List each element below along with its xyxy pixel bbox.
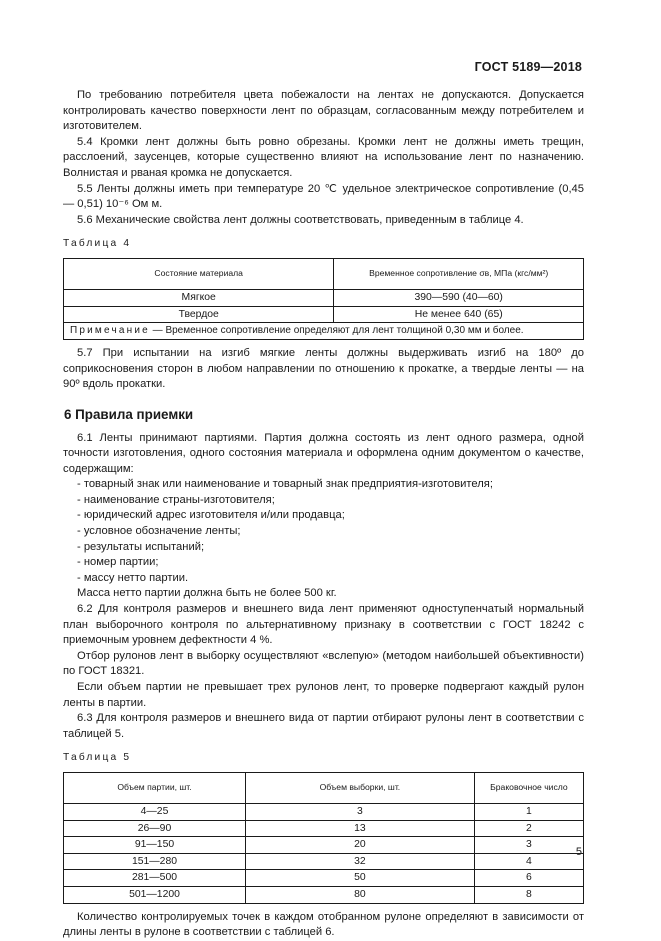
paragraph-6-1: 6.1 Ленты принимают партиями. Партия должна состоять из лент одного размера, одной точности изготовления, одного состояния материала и оформлена одним документом о качестве, содержащим: <box>63 431 584 475</box>
document-header: ГОСТ 5189—2018 <box>474 60 582 74</box>
table-4-note <box>64 323 584 340</box>
paragraph-control-points: Количество контролируемых точек в каждом отобранном рулоне определяют в зависимости от длины ленты в рулоне в соответствии с таблицей 6. <box>63 910 584 939</box>
table-row <box>64 870 584 887</box>
note-label: Примечание <box>70 325 150 337</box>
table-cell: 4—25 <box>64 803 246 820</box>
paragraph-5-4: 5.4 Кромки лент должны быть ровно обрезаны. Кромки лент не должны иметь трещин, расслоений, заусенцев, которые существенно влияют на использование лент по назначению. Волнистая и рваная кромка не допускается. <box>63 135 584 179</box>
table-5-header-reject: Браковочное число <box>474 772 583 803</box>
table-5-header-lot: Объем партии, шт. <box>64 772 246 803</box>
list-item: - юридический адрес изготовителя и/или продавца; <box>77 509 345 522</box>
table-cell: 2 <box>474 820 583 837</box>
table-cell: 8 <box>474 886 583 903</box>
paragraph-small-lot: Если объем партии не превышает трех рулонов лент, то проверке подвергают каждый рулон ленты в партии. <box>63 681 584 709</box>
section-title: 6 Правила приемки <box>64 406 194 422</box>
paragraph-color: По требованию потребителя цвета побежалости на лентах не допускаются. Допускается контролировать качество поверхности лент по образцам, согласованным между потребителем и изготовителем. <box>63 89 584 133</box>
table-cell: 390—590 (40—60) <box>334 289 584 306</box>
table-cell: 501—1200 <box>64 886 246 903</box>
table-cell: 20 <box>246 837 475 854</box>
table-row <box>64 886 584 903</box>
paragraph-mass: Масса нетто партии должна быть не более 500 кг. <box>77 587 337 600</box>
table-row <box>64 820 584 837</box>
paragraph-6-2: 6.2 Для контроля размеров и внешнего вида лент применяют одноступенчатый нормальный план выборочного контроля по альтернативному признаку в соответствии с ГОСТ 18242 с приемочным уровнем дефектности 4 %. <box>63 603 584 647</box>
table-4-header-state: Состояние материала <box>64 258 334 289</box>
table-cell: 6 <box>474 870 583 887</box>
table-cell: 13 <box>246 820 475 837</box>
list-item: - номер партии; <box>77 556 159 569</box>
document-contents-list <box>63 477 584 586</box>
table-cell: 32 <box>246 853 475 870</box>
table-row <box>64 803 584 820</box>
table-cell: 91—150 <box>64 837 246 854</box>
table-4-label: Таблица 4 <box>63 238 132 250</box>
paragraph-sampling: Отбор рулонов лент в выборку осуществляют «вслепую» (методом наибольшей объективности) по ГОСТ 18321. <box>63 649 584 678</box>
list-item: - наименование страны-изготовителя; <box>77 493 275 506</box>
table-5 <box>63 772 584 904</box>
table-cell: 1 <box>474 803 583 820</box>
note-text: — Временное сопротивление определяют для лент толщиной 0,30 мм и более. <box>149 325 524 337</box>
table-cell: 26—90 <box>64 820 246 837</box>
paragraph-5-7: 5.7 При испытании на изгиб мягкие ленты должны выдерживать изгиб на 180º до соприкосновения сторон в любом направлении по отношению к прокатке, а твердые ленты — на 90º вдоль прокатки. <box>63 347 584 391</box>
table-5-label: Таблица 5 <box>63 752 132 764</box>
list-item: - результаты испытаний; <box>77 540 205 553</box>
page-content <box>63 88 584 941</box>
table-cell: 3 <box>246 803 475 820</box>
table-5-header-sample: Объем выборки, шт. <box>246 772 475 803</box>
table-4 <box>63 258 584 340</box>
table-row <box>64 306 584 323</box>
table-row <box>64 837 584 854</box>
table-note-row <box>64 323 584 340</box>
table-cell: 151—280 <box>64 853 246 870</box>
table-cell: Не менее 640 (65) <box>334 306 584 323</box>
table-header-row <box>64 772 584 803</box>
table-cell: Мягкое <box>64 289 334 306</box>
table-cell: 3 <box>474 837 583 854</box>
table-cell: 4 <box>474 853 583 870</box>
table-cell: 50 <box>246 870 475 887</box>
paragraph-5-6: 5.6 Механические свойства лент должны соответствовать, приведенным в таблице 4. <box>77 213 524 226</box>
paragraph-5-5: 5.5 Ленты должны иметь при температуре 20 ℃ удельное электрическое сопротивление (0,45 — 0,51) 10⁻⁶ Ом м. <box>63 182 584 211</box>
table-4-header-strength: Временное сопротивление σв, МПа (кгс/мм²) <box>334 258 584 289</box>
table-cell: 281—500 <box>64 870 246 887</box>
table-row <box>64 289 584 306</box>
page-number: 5 <box>575 846 582 858</box>
list-item: - условное обозначение ленты; <box>77 525 241 538</box>
table-row <box>64 853 584 870</box>
table-cell: 80 <box>246 886 475 903</box>
list-item: - массу нетто партии. <box>77 571 189 584</box>
table-header-row <box>64 258 584 289</box>
paragraph-6-3: 6.3 Для контроля размеров и внешнего вида от партии отбирают рулоны лент в соответствии с таблицей 5. <box>63 712 584 740</box>
table-cell: Твердое <box>64 306 334 323</box>
list-item: - товарный знак или наименование и товарный знак предприятия-изготовителя; <box>77 478 493 491</box>
